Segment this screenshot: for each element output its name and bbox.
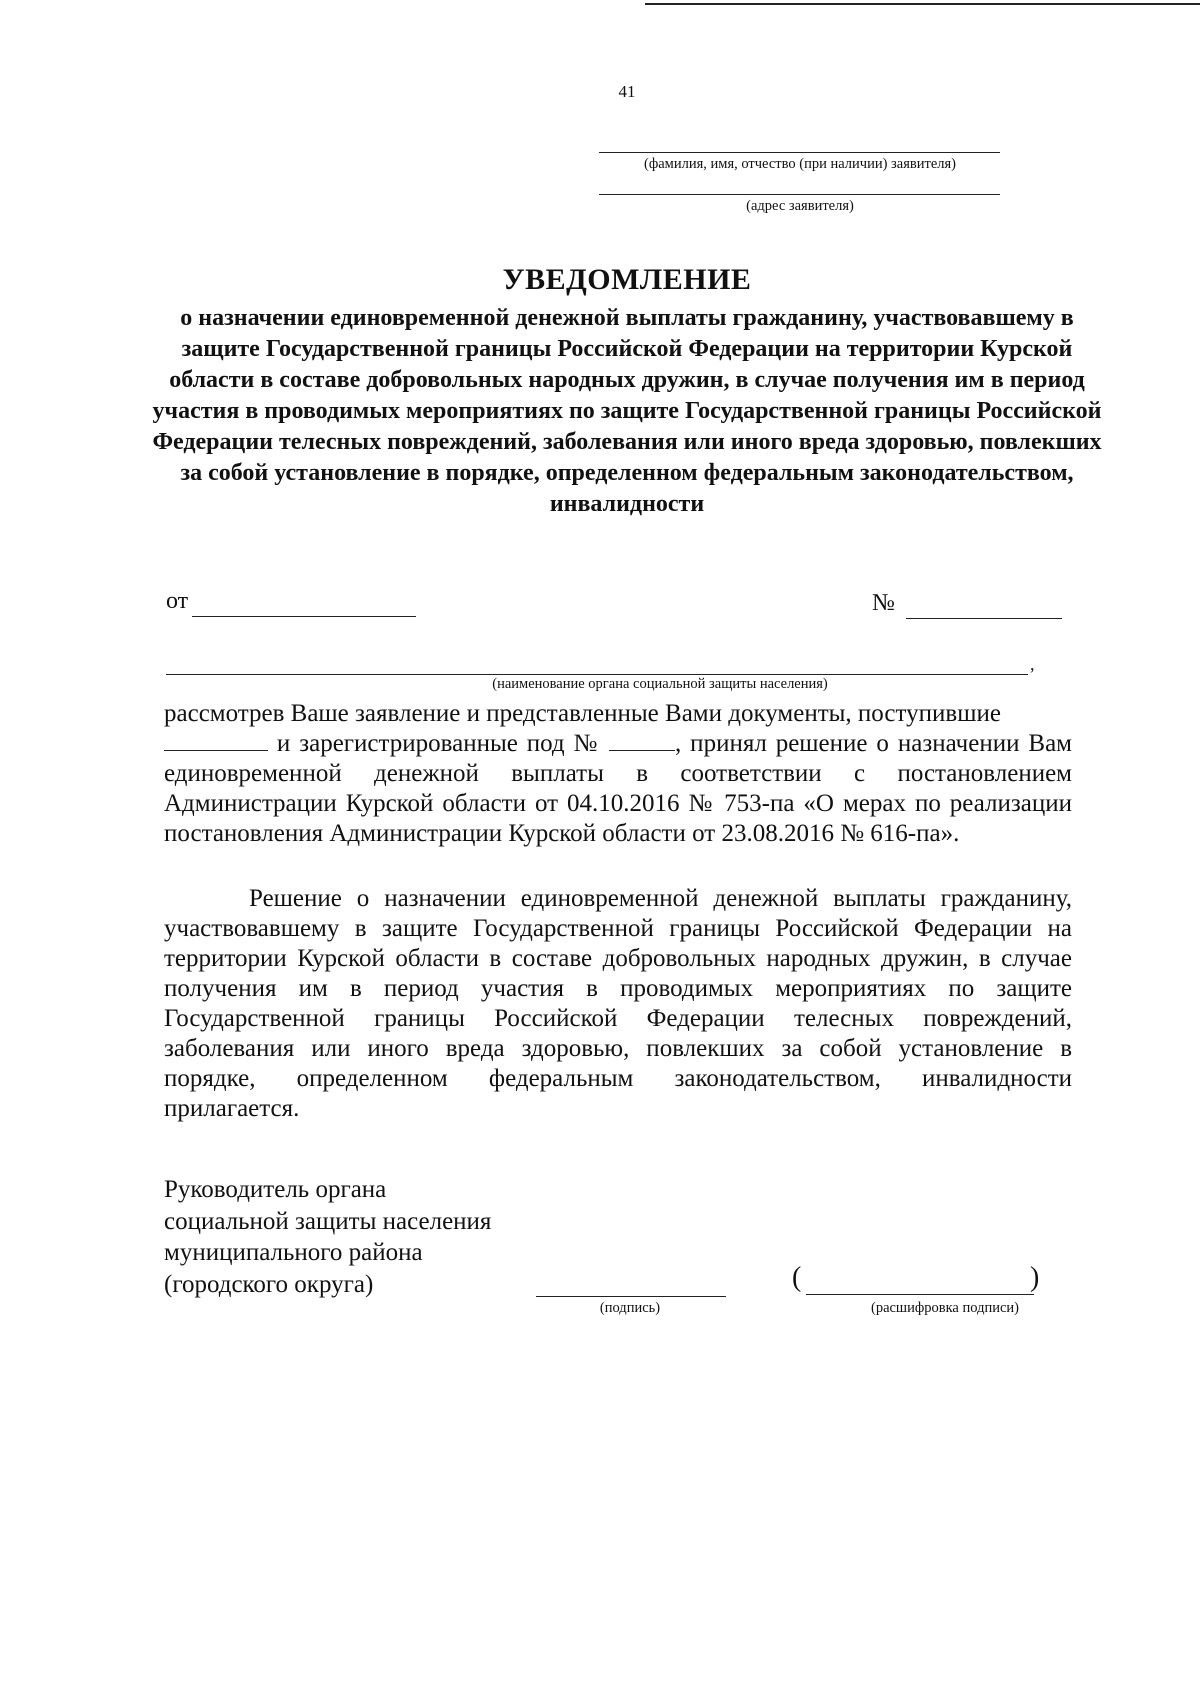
- applicant-name-line: [599, 152, 1000, 153]
- signatory-position: [164, 1174, 491, 1300]
- received-date-blank: [164, 730, 268, 751]
- registration-number-blank: [609, 730, 675, 751]
- decoding-close-paren: ): [1030, 1262, 1040, 1293]
- signature-line: [536, 1296, 726, 1297]
- signatory-line: муниципального района: [164, 1239, 423, 1266]
- signature-decoding-caption: (расшифровка подписи): [870, 1300, 1020, 1316]
- applicant-name-caption: (фамилия, имя, отчество (при наличии) заявителя): [644, 156, 956, 172]
- org-name-line: [166, 674, 1028, 675]
- paragraph-decision-attached: Решение о назначении единовременной денежной выплаты гражданину, участвовавшему в защите Государственной границы Российской Федерации на территории Курской области в составе добровольных народных дружин, в случае получения им в период участия в проводимых мероприятиях по защите Государственной границы Российской Федерации телесных повреждений, заболевания или иного вреда здоровью, повлекших за собой установление в порядке, определенном федеральным законодательством, инвалидности прилагается.: [164, 885, 1072, 1122]
- paragraph1-rest: , принял решение о назначении Вам единовременной денежной выплаты в соответствии с постановлением Администрации Курской области от 04.10.2016 № 753-па «О мерах по реализации постановления Администрации Курской области от 23.08.2016 № 616-па».: [164, 730, 1072, 847]
- signature-decoding-line: [806, 1294, 1034, 1295]
- date-blank: [192, 616, 416, 617]
- date-label: от: [166, 588, 189, 614]
- number-blank: [906, 618, 1062, 619]
- document-subtitle: о назначении единовременной денежной выплаты гражданину, участвовавшему в защите Государственной границы Российской Федерации на территории Курской области в составе добровольных народных дружин, в случае получения им в период участия в проводимых мероприятиях по защите Государственной границы Российской Федерации телесных повреждений, заболевания или иного вреда здоровью, повлекших за собой установление в порядке, определенном федеральным законодательством, инвалидности: [152, 305, 1102, 517]
- document-title: УВЕДОМЛЕНИЕ: [502, 263, 752, 296]
- org-caption: (наименование органа социальной защиты населения): [492, 676, 828, 692]
- signatory-line: (городского округа): [164, 1270, 374, 1298]
- paragraph1-intro: рассмотрев Ваше заявление и представленные Вами документы, поступившие: [164, 700, 1001, 727]
- paragraph1-mid: и зарегистрированные под №: [268, 730, 610, 757]
- page-number: 41: [618, 82, 636, 101]
- decoding-open-paren: (: [792, 1262, 802, 1293]
- signatory-line: социальной защиты населения: [164, 1207, 492, 1235]
- applicant-address-caption: (адрес заявителя): [746, 198, 854, 214]
- signatory-line: Руководитель органа: [164, 1176, 387, 1203]
- signature-caption: (подпись): [599, 1300, 661, 1316]
- paragraph-decision-notice: [164, 699, 1072, 849]
- number-label: №: [872, 590, 895, 616]
- applicant-address-line: [599, 194, 1000, 195]
- org-comma: ,: [1030, 654, 1035, 674]
- top-edge-rule: [645, 3, 1200, 5]
